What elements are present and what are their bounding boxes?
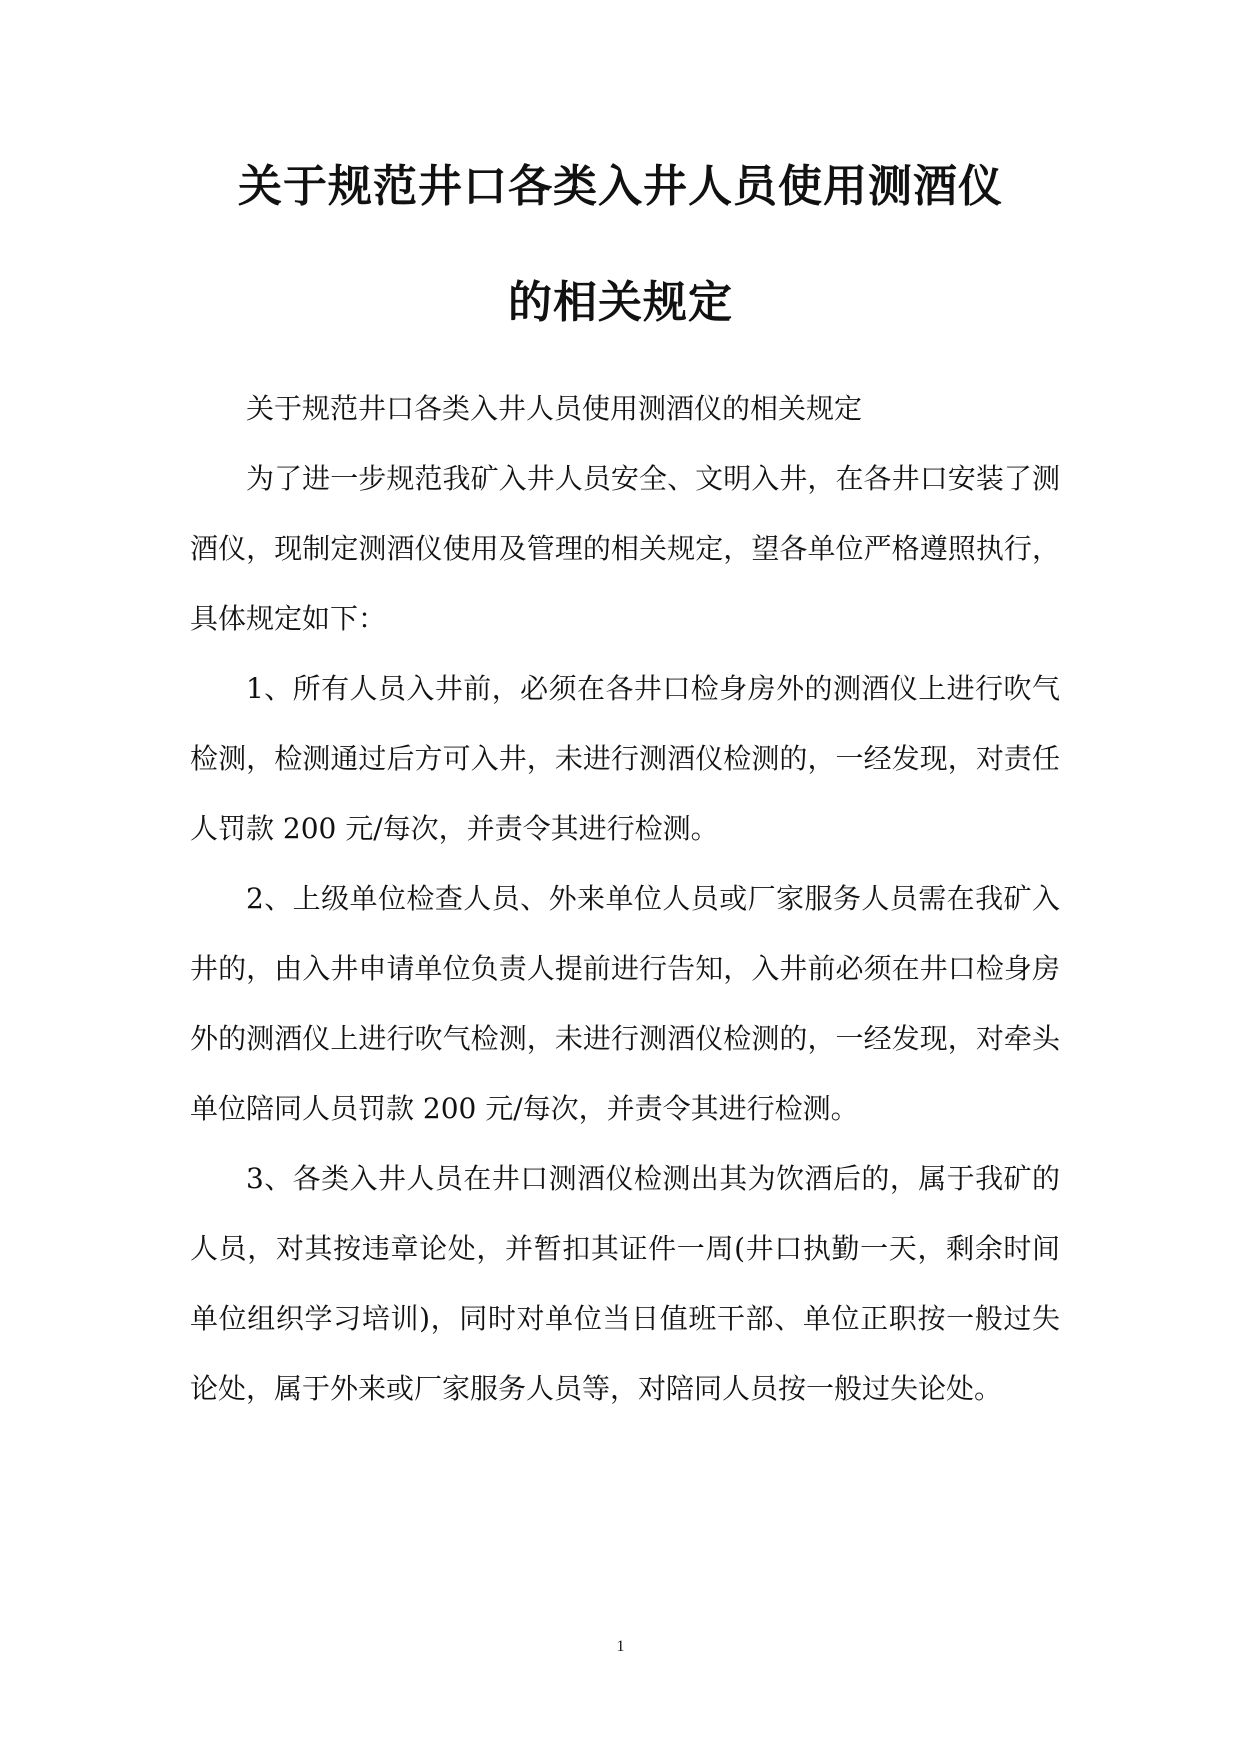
paragraph-intro: 为了进一步规范我矿入井人员安全、文明入井，在各井口安装了测酒仪，现制定测酒仪使用及管理的相关规定，望各单位严格遵照执行，具体规定如下： [190, 462, 1060, 635]
page-number: 1 [616, 1638, 625, 1655]
paragraph-rule-1: 1、所有人员入井前，必须在各井口检身房外的测酒仪上进行吹气检测，检测通过后方可入井，未进行测酒仪检测的，一经发现，对责任人罚款 200 元/每次，并责令其进行检测。 [190, 672, 1060, 845]
document-title-line-2: 的相关规定 [508, 277, 733, 328]
document-title-line-1: 关于规范井口各类入井人员使用测酒仪 [238, 161, 1003, 212]
paragraph-rule-2: 2、上级单位检查人员、外来单位人员或厂家服务人员需在我矿入井的，由入井申请单位负责人提前进行告知，入井前必须在井口检身房外的测酒仪上进行吹气检测，未进行测酒仪检测的，一经发现，对牵头单位陪同人员罚款 200 元/每次，并责令其进行检测。 [190, 882, 1060, 1125]
document-body [190, 374, 1060, 1424]
paragraph-heading: 关于规范井口各类入井人员使用测酒仪的相关规定 [246, 392, 863, 425]
paragraph-rule-3: 3、各类入井人员在井口测酒仪检测出其为饮酒后的，属于我矿的人员，对其按违章论处，并暂扣其证件一周(井口执勤一天，剩余时间单位组织学习培训)，同时对单位当日值班干部、单位正职按一般过失论处，属于外来或厂家服务人员等，对陪同人员按一般过失论处。 [190, 1162, 1060, 1405]
